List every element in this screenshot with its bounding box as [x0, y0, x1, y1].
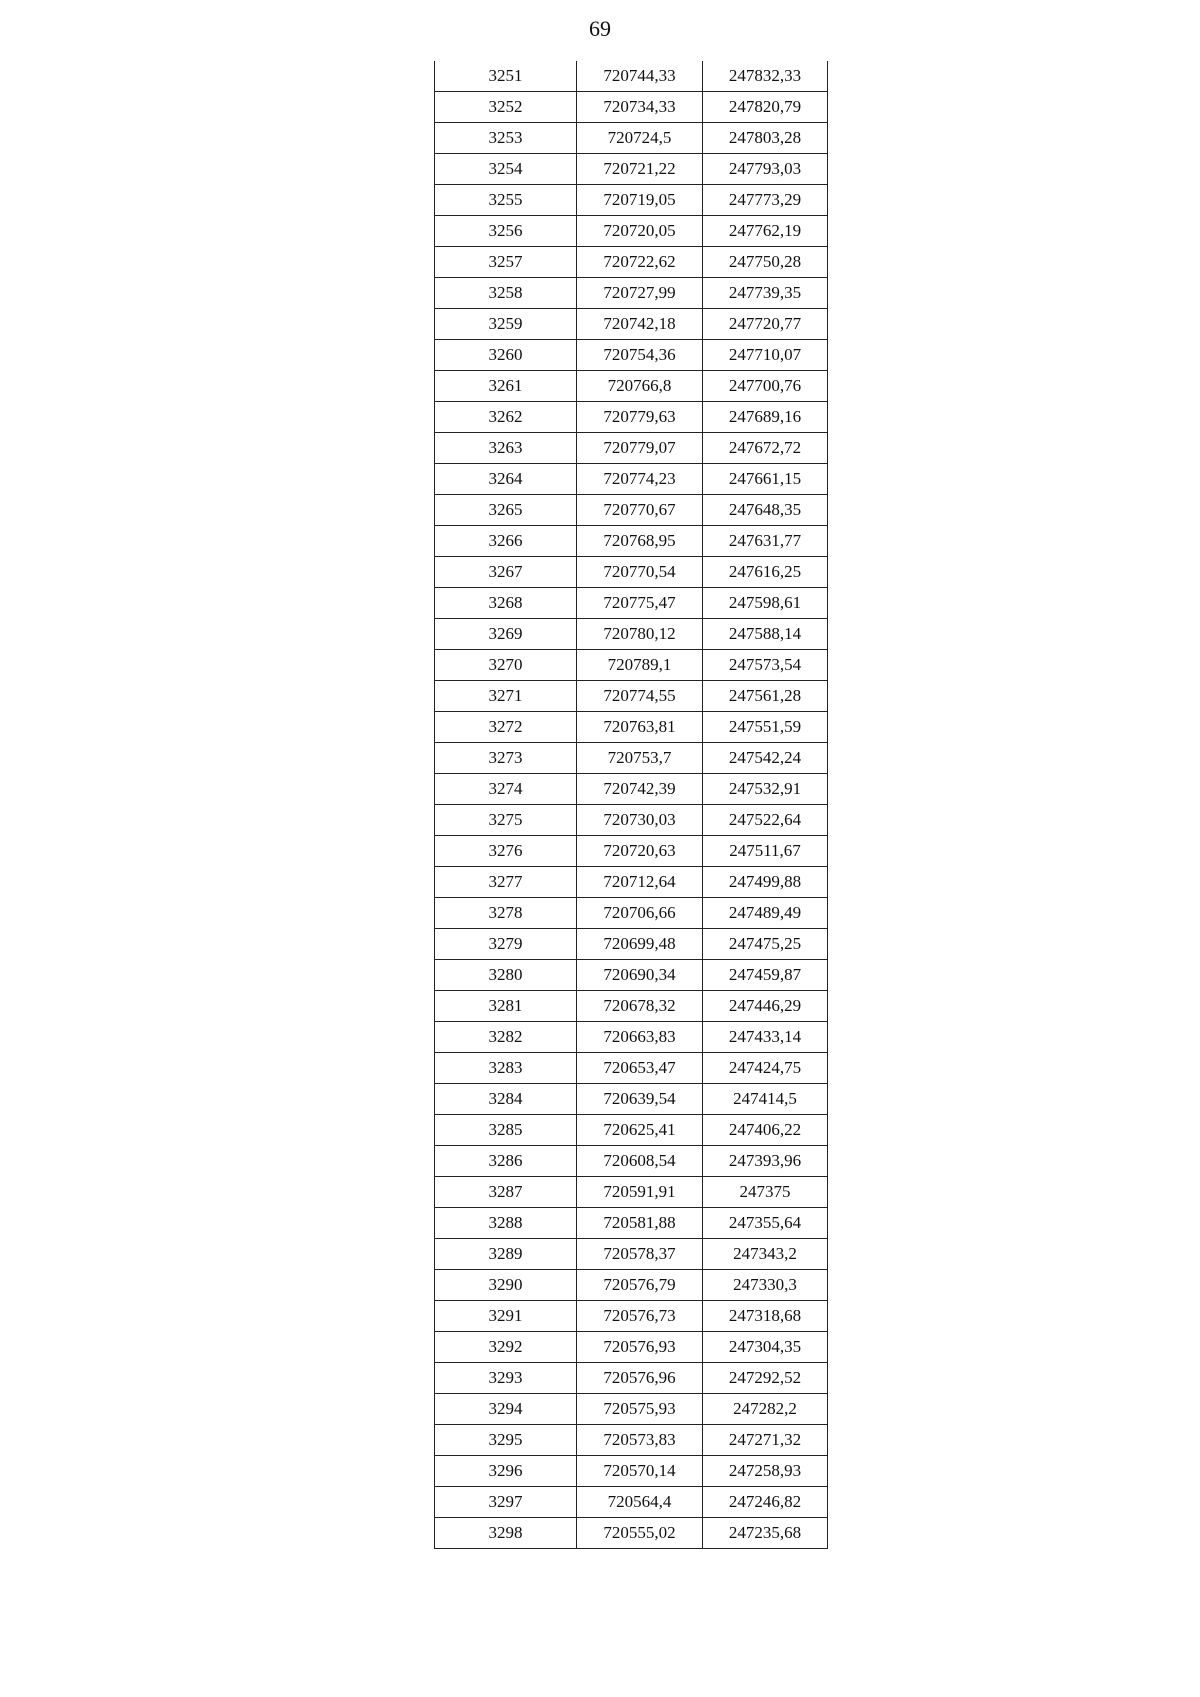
x-coordinate-cell: 720734,33: [577, 92, 703, 123]
table-row: [435, 1456, 828, 1487]
point-number-cell: 3271: [435, 681, 577, 712]
y-coordinate-cell: 247700,76: [703, 371, 828, 402]
point-number-cell: 3282: [435, 1022, 577, 1053]
y-coordinate-cell: 247820,79: [703, 92, 828, 123]
table-row: [435, 805, 828, 836]
y-coordinate-cell: 247739,35: [703, 278, 828, 309]
point-number-cell: 3298: [435, 1518, 577, 1549]
y-coordinate-cell: 247355,64: [703, 1208, 828, 1239]
table-row: [435, 1425, 828, 1456]
x-coordinate-cell: 720730,03: [577, 805, 703, 836]
point-number-cell: 3266: [435, 526, 577, 557]
y-coordinate-cell: 247318,68: [703, 1301, 828, 1332]
x-coordinate-cell: 720742,18: [577, 309, 703, 340]
point-number-cell: 3284: [435, 1084, 577, 1115]
table-row: [435, 1363, 828, 1394]
table-row: [435, 495, 828, 526]
table-row: [435, 1518, 828, 1549]
y-coordinate-cell: 247661,15: [703, 464, 828, 495]
point-number-cell: 3269: [435, 619, 577, 650]
y-coordinate-cell: 247406,22: [703, 1115, 828, 1146]
y-coordinate-cell: 247588,14: [703, 619, 828, 650]
table-row: [435, 1487, 828, 1518]
x-coordinate-cell: 720706,66: [577, 898, 703, 929]
point-number-cell: 3289: [435, 1239, 577, 1270]
x-coordinate-cell: 720699,48: [577, 929, 703, 960]
table-row: [435, 278, 828, 309]
y-coordinate-cell: 247424,75: [703, 1053, 828, 1084]
x-coordinate-cell: 720653,47: [577, 1053, 703, 1084]
y-coordinate-cell: 247616,25: [703, 557, 828, 588]
x-coordinate-cell: 720564,4: [577, 1487, 703, 1518]
y-coordinate-cell: 247433,14: [703, 1022, 828, 1053]
point-number-cell: 3278: [435, 898, 577, 929]
y-coordinate-cell: 247672,72: [703, 433, 828, 464]
table-row: [435, 712, 828, 743]
table-row: [435, 1394, 828, 1425]
x-coordinate-cell: 720727,99: [577, 278, 703, 309]
point-number-cell: 3286: [435, 1146, 577, 1177]
x-coordinate-cell: 720576,96: [577, 1363, 703, 1394]
x-coordinate-cell: 720678,32: [577, 991, 703, 1022]
point-number-cell: 3283: [435, 1053, 577, 1084]
point-number-cell: 3263: [435, 433, 577, 464]
point-number-cell: 3270: [435, 650, 577, 681]
y-coordinate-cell: 247499,88: [703, 867, 828, 898]
point-number-cell: 3294: [435, 1394, 577, 1425]
y-coordinate-cell: 247475,25: [703, 929, 828, 960]
table-row: [435, 402, 828, 433]
table-row: [435, 929, 828, 960]
x-coordinate-cell: 720775,47: [577, 588, 703, 619]
y-coordinate-cell: 247561,28: [703, 681, 828, 712]
x-coordinate-cell: 720663,83: [577, 1022, 703, 1053]
y-coordinate-cell: 247414,5: [703, 1084, 828, 1115]
x-coordinate-cell: 720774,55: [577, 681, 703, 712]
table-row: [435, 185, 828, 216]
coordinates-table-body: [435, 61, 828, 1549]
x-coordinate-cell: 720712,64: [577, 867, 703, 898]
point-number-cell: 3290: [435, 1270, 577, 1301]
x-coordinate-cell: 720768,95: [577, 526, 703, 557]
point-number-cell: 3296: [435, 1456, 577, 1487]
x-coordinate-cell: 720774,23: [577, 464, 703, 495]
x-coordinate-cell: 720591,91: [577, 1177, 703, 1208]
point-number-cell: 3275: [435, 805, 577, 836]
y-coordinate-cell: 247258,93: [703, 1456, 828, 1487]
table-row: [435, 588, 828, 619]
x-coordinate-cell: 720576,73: [577, 1301, 703, 1332]
table-row: [435, 1270, 828, 1301]
y-coordinate-cell: 247459,87: [703, 960, 828, 991]
x-coordinate-cell: 720555,02: [577, 1518, 703, 1549]
y-coordinate-cell: 247710,07: [703, 340, 828, 371]
x-coordinate-cell: 720766,8: [577, 371, 703, 402]
x-coordinate-cell: 720763,81: [577, 712, 703, 743]
y-coordinate-cell: 247271,32: [703, 1425, 828, 1456]
table-row: [435, 92, 828, 123]
y-coordinate-cell: 247631,77: [703, 526, 828, 557]
point-number-cell: 3260: [435, 340, 577, 371]
y-coordinate-cell: 247750,28: [703, 247, 828, 278]
y-coordinate-cell: 247246,82: [703, 1487, 828, 1518]
x-coordinate-cell: 720573,83: [577, 1425, 703, 1456]
x-coordinate-cell: 720742,39: [577, 774, 703, 805]
x-coordinate-cell: 720578,37: [577, 1239, 703, 1270]
point-number-cell: 3264: [435, 464, 577, 495]
y-coordinate-cell: 247773,29: [703, 185, 828, 216]
x-coordinate-cell: 720770,54: [577, 557, 703, 588]
table-row: [435, 557, 828, 588]
table-row: [435, 867, 828, 898]
table-row: [435, 1208, 828, 1239]
table-row: [435, 1177, 828, 1208]
x-coordinate-cell: 720780,12: [577, 619, 703, 650]
table-row: [435, 1115, 828, 1146]
x-coordinate-cell: 720789,1: [577, 650, 703, 681]
point-number-cell: 3255: [435, 185, 577, 216]
point-number-cell: 3257: [435, 247, 577, 278]
point-number-cell: 3288: [435, 1208, 577, 1239]
point-number-cell: 3291: [435, 1301, 577, 1332]
point-number-cell: 3281: [435, 991, 577, 1022]
point-number-cell: 3295: [435, 1425, 577, 1456]
point-number-cell: 3254: [435, 154, 577, 185]
y-coordinate-cell: 247393,96: [703, 1146, 828, 1177]
table-row: [435, 61, 828, 92]
x-coordinate-cell: 720581,88: [577, 1208, 703, 1239]
x-coordinate-cell: 720690,34: [577, 960, 703, 991]
table-row: [435, 433, 828, 464]
table-row: [435, 960, 828, 991]
point-number-cell: 3265: [435, 495, 577, 526]
y-coordinate-cell: 247282,2: [703, 1394, 828, 1425]
y-coordinate-cell: 247762,19: [703, 216, 828, 247]
x-coordinate-cell: 720722,62: [577, 247, 703, 278]
x-coordinate-cell: 720754,36: [577, 340, 703, 371]
point-number-cell: 3297: [435, 1487, 577, 1518]
y-coordinate-cell: 247598,61: [703, 588, 828, 619]
point-number-cell: 3253: [435, 123, 577, 154]
table-row: [435, 1301, 828, 1332]
point-number-cell: 3256: [435, 216, 577, 247]
coordinates-table: [434, 61, 828, 1549]
y-coordinate-cell: 247803,28: [703, 123, 828, 154]
x-coordinate-cell: 720575,93: [577, 1394, 703, 1425]
y-coordinate-cell: 247292,52: [703, 1363, 828, 1394]
table-row: [435, 774, 828, 805]
point-number-cell: 3274: [435, 774, 577, 805]
table-row: [435, 1146, 828, 1177]
y-coordinate-cell: 247343,2: [703, 1239, 828, 1270]
point-number-cell: 3276: [435, 836, 577, 867]
table-row: [435, 619, 828, 650]
x-coordinate-cell: 720719,05: [577, 185, 703, 216]
table-row: [435, 526, 828, 557]
table-row: [435, 991, 828, 1022]
point-number-cell: 3292: [435, 1332, 577, 1363]
table-row: [435, 464, 828, 495]
point-number-cell: 3285: [435, 1115, 577, 1146]
table-row: [435, 247, 828, 278]
point-number-cell: 3279: [435, 929, 577, 960]
x-coordinate-cell: 720753,7: [577, 743, 703, 774]
y-coordinate-cell: 247330,3: [703, 1270, 828, 1301]
point-number-cell: 3267: [435, 557, 577, 588]
table-row: [435, 1084, 828, 1115]
table-row: [435, 340, 828, 371]
x-coordinate-cell: 720720,05: [577, 216, 703, 247]
x-coordinate-cell: 720639,54: [577, 1084, 703, 1115]
x-coordinate-cell: 720724,5: [577, 123, 703, 154]
point-number-cell: 3280: [435, 960, 577, 991]
y-coordinate-cell: 247489,49: [703, 898, 828, 929]
table-row: [435, 1022, 828, 1053]
y-coordinate-cell: 247375: [703, 1177, 828, 1208]
x-coordinate-cell: 720721,22: [577, 154, 703, 185]
point-number-cell: 3259: [435, 309, 577, 340]
point-number-cell: 3293: [435, 1363, 577, 1394]
point-number-cell: 3258: [435, 278, 577, 309]
x-coordinate-cell: 720720,63: [577, 836, 703, 867]
x-coordinate-cell: 720779,07: [577, 433, 703, 464]
y-coordinate-cell: 247648,35: [703, 495, 828, 526]
y-coordinate-cell: 247793,03: [703, 154, 828, 185]
y-coordinate-cell: 247832,33: [703, 61, 828, 92]
table-row: [435, 216, 828, 247]
y-coordinate-cell: 247235,68: [703, 1518, 828, 1549]
point-number-cell: 3273: [435, 743, 577, 774]
y-coordinate-cell: 247532,91: [703, 774, 828, 805]
y-coordinate-cell: 247689,16: [703, 402, 828, 433]
table-row: [435, 898, 828, 929]
point-number-cell: 3287: [435, 1177, 577, 1208]
x-coordinate-cell: 720625,41: [577, 1115, 703, 1146]
x-coordinate-cell: 720779,63: [577, 402, 703, 433]
table-row: [435, 1053, 828, 1084]
x-coordinate-cell: 720570,14: [577, 1456, 703, 1487]
point-number-cell: 3262: [435, 402, 577, 433]
point-number-cell: 3268: [435, 588, 577, 619]
table-row: [435, 123, 828, 154]
table-row: [435, 650, 828, 681]
table-row: [435, 836, 828, 867]
y-coordinate-cell: 247573,54: [703, 650, 828, 681]
y-coordinate-cell: 247446,29: [703, 991, 828, 1022]
table-row: [435, 743, 828, 774]
y-coordinate-cell: 247551,59: [703, 712, 828, 743]
point-number-cell: 3252: [435, 92, 577, 123]
table-row: [435, 154, 828, 185]
y-coordinate-cell: 247720,77: [703, 309, 828, 340]
table-row: [435, 1239, 828, 1270]
table-row: [435, 371, 828, 402]
x-coordinate-cell: 720744,33: [577, 61, 703, 92]
point-number-cell: 3251: [435, 61, 577, 92]
y-coordinate-cell: 247522,64: [703, 805, 828, 836]
table-row: [435, 681, 828, 712]
x-coordinate-cell: 720770,67: [577, 495, 703, 526]
x-coordinate-cell: 720576,79: [577, 1270, 703, 1301]
y-coordinate-cell: 247542,24: [703, 743, 828, 774]
table-row: [435, 1332, 828, 1363]
x-coordinate-cell: 720576,93: [577, 1332, 703, 1363]
point-number-cell: 3261: [435, 371, 577, 402]
point-number-cell: 3277: [435, 867, 577, 898]
point-number-cell: 3272: [435, 712, 577, 743]
x-coordinate-cell: 720608,54: [577, 1146, 703, 1177]
y-coordinate-cell: 247511,67: [703, 836, 828, 867]
y-coordinate-cell: 247304,35: [703, 1332, 828, 1363]
page-number: 69: [589, 16, 611, 41]
table-row: [435, 309, 828, 340]
